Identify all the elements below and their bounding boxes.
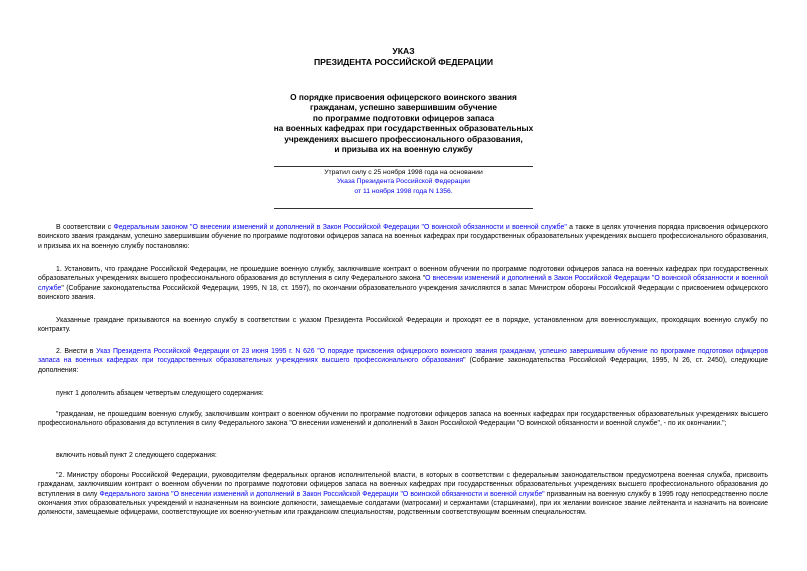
paragraph-item-2-intro: включить новый пункт 2 следующего содержания: bbox=[56, 452, 217, 459]
status-divider-top bbox=[274, 166, 533, 167]
paragraph-text: призванным на военную службу в 1995 году непосредственно после окончания этих образовательных учреждений и назначенным на воинские должности, замещаемые солдатами (матросами) и сержантами (старшинами), при их желании воинское звание лейтенанта и назначить на воинские должности, замещаемые офицерами, соответствующие их военно-учетным или гражданским специальностям, родственным соответствующим военным специальностям. bbox=[38, 490, 768, 517]
status-link-decree[interactable]: Указа Президента Российской Федерации bbox=[337, 178, 470, 186]
paragraph-text: 2. Внести в bbox=[56, 348, 97, 355]
paragraph-clause-1 bbox=[38, 265, 768, 302]
paragraph-preamble bbox=[38, 223, 768, 251]
subtitle-line: гражданам, успешно завершившим обучение bbox=[310, 102, 497, 113]
paragraph-text: "2. Министру обороны Российской Федерации, руководителям федеральных органов исполнительной власти, в которых в соответствии с федеральным законодательством предусмотрена военная служба, присвоить гражданам, заключившим контракт о военном обучении по программе подготовки офицеров запаса на военных кафедрах при государственных образовательных учреждениях высшего профессионального образования до вступления в силу bbox=[38, 472, 768, 498]
federal-law-link[interactable]: Федеральным законом "О внесении изменений и дополнений в Закон Российской Федерации "О воинской обязанности и военной службе" bbox=[113, 224, 567, 231]
subtitle-line: учреждениях высшего профессионального образования, bbox=[284, 133, 523, 144]
decree-626-link[interactable]: Указ Президента Российской Федерации от 23 июня 1995 г. N 626 "О порядке присвоения офицерского воинского звания гражданам, успешно завершившим обучение по программе подготовки офицеров запаса на военных кафедрах при государственных образовательных учреждениях высшего профессионального образования bbox=[38, 348, 768, 365]
paragraph-item-1-intro: пункт 1 дополнить абзацем четвертым следующего содержания: bbox=[56, 390, 264, 397]
amendment-law-link[interactable]: О внесении изменений и дополнений в Закон Российской Федерации "О воинской обязанности и военной службе bbox=[38, 275, 768, 292]
title-line-2: ПРЕЗИДЕНТА РОССИЙСКОЙ ФЕДЕРАЦИИ bbox=[313, 56, 494, 67]
paragraph-text: а также в целях уточнения порядка присвоения офицерского воинского звания гражданам, успешно завершившим обучение по программе подготовки офицеров запаса на военных кафедрах при государственных образовательных учреждениях высшего профессионального образования, и призыва их на военную службу постановляю: bbox=[38, 224, 769, 250]
status-link-date[interactable]: от 11 ноября 1998 года N 1356. bbox=[354, 187, 453, 195]
paragraph-contract-service: Указанные граждане призываются на военную службу в соответствии с указом Президента Российской Федерации и проходят ее в порядке, установленном для военнослужащих, проходящих военную службу по контракту. bbox=[38, 317, 768, 334]
paragraph-text: " (Собрание законодательства Российской Федерации, 1995, N 18, ст. 1597), по окончании образовательного учреждения зачисляются в запас Министром обороны Российской Федерации с присвоением офицерского воинского звания. bbox=[38, 284, 768, 301]
status-block bbox=[0, 168, 807, 196]
paragraph-text: " (Собрание законодательства Российской Федерации, 1995, N 26, ст. 2450), следующие дополнения: bbox=[38, 357, 768, 374]
paragraph-clause-2 bbox=[38, 347, 768, 375]
subtitle-line: О порядке присвоения офицерского воинского звания bbox=[290, 92, 517, 102]
status-divider-bottom bbox=[274, 208, 533, 209]
federal-law-link-2[interactable]: Федерального закона "О внесении изменений и дополнений в Закон Российской Федерации "О воинской обязанности и военной службе" bbox=[99, 490, 545, 498]
paragraph-text: 1. Установить, что граждане Российской Федерации, не прошедшие военную службу, заключившие контракт о военном обучении по программе подготовки офицеров запаса на военных кафедрах при государственных образовательных учреждениях высшего профессионального образования до вступления в силу Федерального закона " bbox=[38, 266, 768, 283]
document-subtitle bbox=[0, 92, 807, 154]
status-text: Утратил силу с 25 ноября 1998 года на основании bbox=[324, 169, 483, 176]
document-title bbox=[0, 46, 807, 67]
paragraph-quoted-addition: "гражданам, не прошедшим военную службу, заключившим контракт о военном обучении по программе подготовки офицеров запаса на военных кафедрах при государственных образовательных учреждениях высшего профессионального образования до вступления в силу Федерального закона "О внесении изменений и дополнений в Закон Российской Федерации "О воинской обязанности и военной службе", - по их окончании."; bbox=[38, 411, 768, 428]
title-line-1: УКАЗ bbox=[392, 46, 415, 56]
subtitle-line: по программе подготовки офицеров запаса bbox=[312, 112, 495, 123]
subtitle-line: на военных кафедрах при государственных образовательных bbox=[273, 123, 534, 134]
paragraph-item-2-text bbox=[38, 471, 768, 517]
subtitle-line: и призыва их на военную службу bbox=[334, 144, 473, 155]
paragraph-text: В соответствии с bbox=[56, 224, 114, 231]
